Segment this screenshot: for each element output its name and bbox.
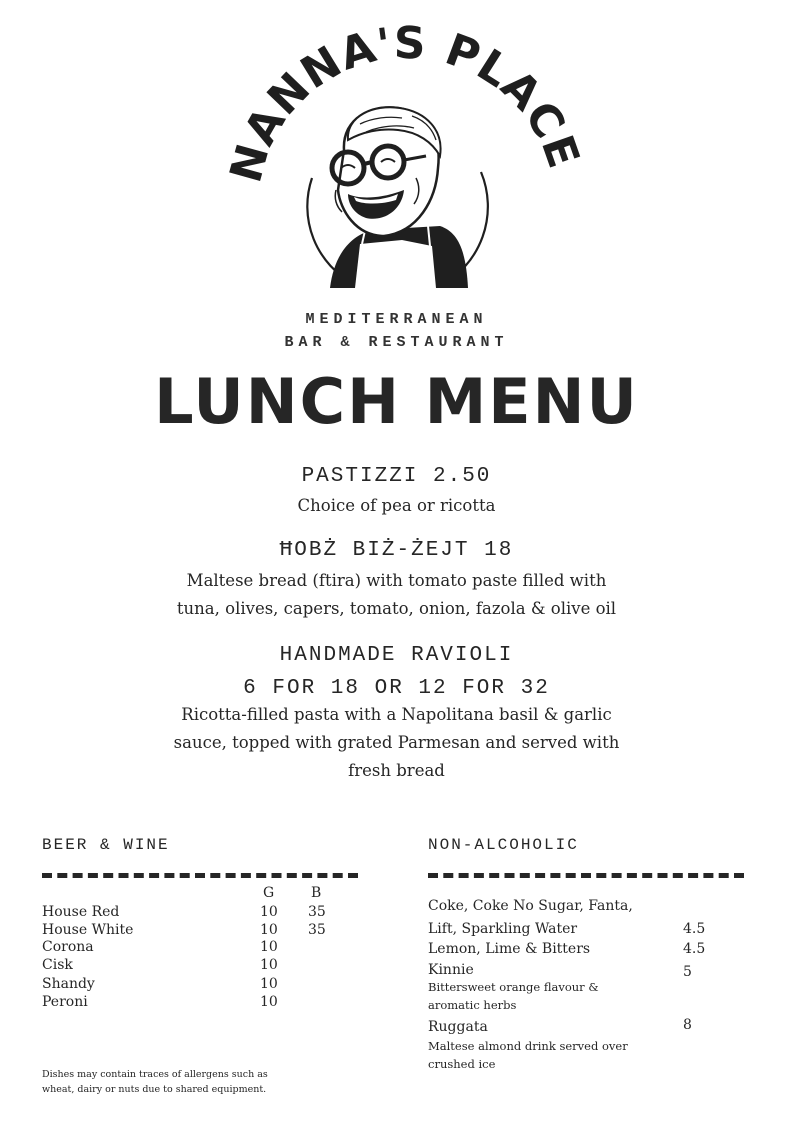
- beer-wine-name: Cisk: [42, 957, 73, 973]
- beer-wine-glass-price: 10: [260, 957, 278, 973]
- soft-drinks-line-2: Lift, Sparkling Water: [428, 921, 578, 937]
- tagline-line-1: MEDITERRANEAN: [305, 311, 488, 328]
- kinnie-name: Kinnie: [428, 962, 474, 978]
- lemon-lime-bitters-price: 4.5: [683, 941, 706, 957]
- beer-wine-name: Corona: [42, 939, 94, 955]
- bottle-column-header: B: [311, 885, 322, 901]
- ruggata-description-line-1: Maltese almond drink served over: [428, 1039, 628, 1053]
- nannas-place-logo: [0, 0, 793, 300]
- beer-wine-name: House White: [42, 922, 134, 938]
- beer-wine-name: Shandy: [42, 976, 95, 992]
- ruggata-name: Ruggata: [428, 1019, 488, 1035]
- beer-wine-glass-price: 10: [260, 994, 278, 1010]
- soft-drinks-price: 4.5: [683, 921, 706, 937]
- beer-wine-name: House Red: [42, 904, 120, 920]
- ruggata-price: 8: [683, 1017, 692, 1033]
- beer-wine-glass-price: 10: [260, 904, 278, 920]
- ravioli-description-line-2: sauce, topped with grated Parmesan and served with: [173, 733, 620, 752]
- allergen-disclaimer-line-1: Dishes may contain traces of allergens such as: [42, 1069, 268, 1080]
- hobz-description-line-1: Maltese bread (ftira) with tomato paste filled with: [186, 571, 607, 590]
- page-title: LUNCH MENU: [154, 365, 639, 438]
- soft-drinks-line-1: Coke, Coke No Sugar, Fanta,: [428, 898, 633, 914]
- allergen-disclaimer-line-2: wheat, dairy or nuts due to shared equipment.: [42, 1084, 267, 1095]
- pastizzi-description: Choice of pea or ricotta: [297, 496, 496, 515]
- svg-text:NANNA'S PLACE: NANNA'S PLACE: [220, 17, 590, 188]
- beer-wine-divider: [42, 873, 358, 884]
- kinnie-price: 5: [683, 964, 692, 980]
- glass-column-header: G: [263, 885, 275, 901]
- ravioli-heading: HANDMADE RAVIOLI: [279, 644, 514, 667]
- beer-wine-title: BEER & WINE: [42, 836, 170, 854]
- non-alcoholic-divider: [428, 873, 744, 884]
- beer-wine-name: Peroni: [42, 994, 88, 1010]
- lemon-lime-bitters-name: Lemon, Lime & Bitters: [428, 941, 591, 957]
- beer-wine-glass-price: 10: [260, 922, 278, 938]
- beer-wine-glass-price: 10: [260, 939, 278, 955]
- kinnie-description-line-1: Bittersweet orange flavour &: [428, 980, 599, 994]
- ravioli-description-line-1: Ricotta-filled pasta with a Napolitana basil & garlic: [181, 705, 612, 724]
- hobz-heading: ĦOBŻ BIŻ-ŻEJT 18: [279, 539, 514, 562]
- beer-wine-bottle-price: 35: [308, 922, 326, 938]
- beer-wine-bottle-price: 35: [308, 904, 326, 920]
- ruggata-description-line-2: crushed ice: [428, 1057, 496, 1071]
- hobz-description-line-2: tuna, olives, capers, tomato, onion, fazola & olive oil: [176, 599, 617, 618]
- pastizzi-heading: PASTIZZI 2.50: [301, 465, 492, 488]
- beer-wine-glass-price: 10: [260, 976, 278, 992]
- kinnie-description-line-2: aromatic herbs: [428, 998, 517, 1012]
- ravioli-description-line-3: fresh bread: [348, 761, 445, 780]
- ravioli-subtitle: 6 FOR 18 OR 12 FOR 32: [243, 677, 550, 700]
- non-alcoholic-title: NON-ALCOHOLIC: [428, 836, 579, 854]
- tagline-line-2: BAR & RESTAURANT: [284, 334, 509, 351]
